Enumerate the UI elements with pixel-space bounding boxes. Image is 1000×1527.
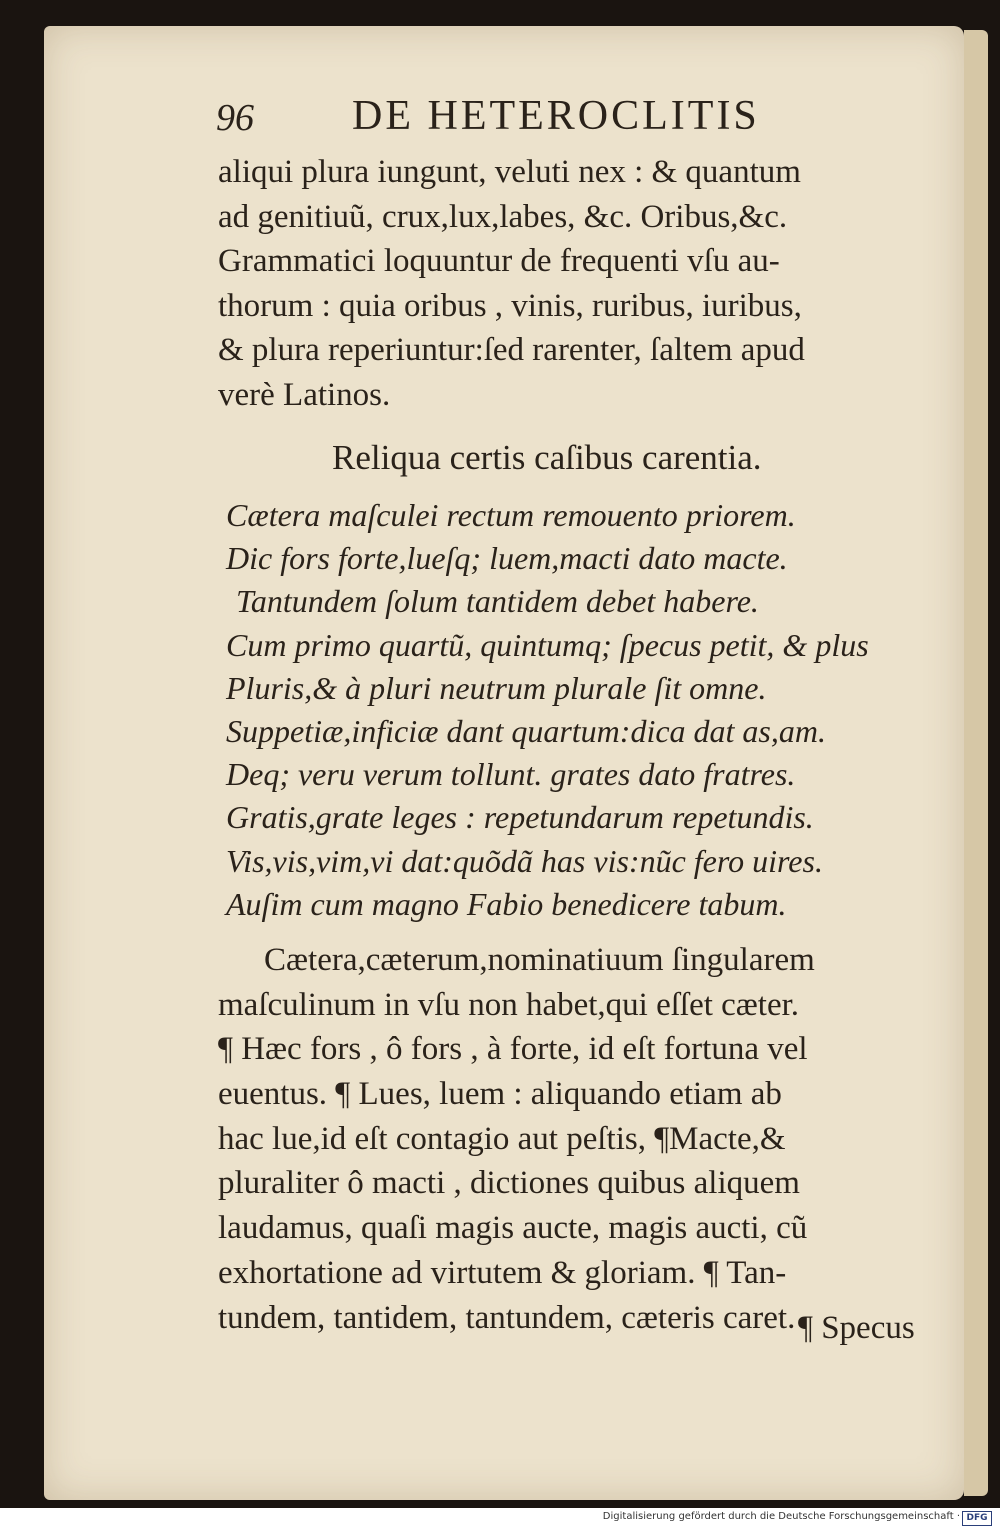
page-number: 96: [216, 97, 254, 139]
footer-bar: [0, 1508, 1000, 1527]
text-line: maſculinum in vſu non habet,qui eſſet cæter.: [218, 986, 800, 1023]
text-line: thorum : quia oribus , vinis, ruribus, iuribus,: [218, 287, 802, 324]
section-heading: Reliqua certis caſibus carentia.: [332, 438, 762, 477]
text-line: hac lue,id eſt contagio aut peſtis, ¶Macte,&: [218, 1120, 786, 1157]
verse-line: Vis,vis,vim,vi dat:quõdã has vis:nũc fero uires.: [226, 842, 823, 879]
text-line: euentus. ¶ Lues, luem : aliquando etiam ab: [218, 1076, 782, 1113]
text-line: ¶ Hæc fors , ô fors , à forte, id eſt fortuna vel: [218, 1031, 808, 1068]
verse-line: Dic fors forte,lueſq; luem,macti dato macte.: [226, 540, 788, 577]
text-line: tundem, tantidem, tantundem, cæteris caret.: [218, 1299, 796, 1336]
funding-note: Digitalisierung gefördert durch die Deutsche Forschungsgemeinschaft ·: [602, 1511, 960, 1522]
verse-line: Deq; veru verum tollunt. grates dato fratres.: [226, 756, 796, 793]
page-edge: [964, 30, 988, 1496]
text-line: & plura reperiuntur:ſed rarenter, ſaltem apud: [218, 332, 805, 368]
text-line: exhortatione ad virtutem & gloriam. ¶ Tan-: [218, 1254, 787, 1291]
text-line: laudamus, quaſi magis aucte, magis aucti, cũ: [218, 1210, 808, 1247]
text-line: Grammatici loquuntur de frequenti vſu au-: [218, 243, 780, 279]
verse-line: Suppetiæ,inficiæ dant quartum:dica dat as,am.: [226, 712, 826, 749]
verse-line: Tantundem ſolum tantidem debet habere.: [236, 583, 759, 620]
verse-line: Pluris,& à pluri neutrum plurale ſit omne.: [226, 669, 767, 706]
intro-paragraph: [218, 150, 948, 417]
verse-block: [226, 494, 956, 926]
text-line: verè Latinos.: [218, 376, 391, 413]
commentary-paragraph: [218, 938, 948, 1340]
verse-line: Cætera maſculei rectum remouento priorem.: [226, 497, 796, 533]
text-line: aliqui plura iungunt, veluti nex : & quantum: [218, 154, 801, 190]
catchword: ¶ Specus: [798, 1310, 915, 1346]
running-head: DE HETEROCLITIS: [352, 93, 760, 139]
text-line: pluraliter ô macti , dictiones quibus aliquem: [218, 1165, 800, 1202]
text-line: Cætera,cæterum,nominatiuum ſingularem: [264, 942, 815, 978]
verse-line: Auſim cum magno Fabio benedicere tabum.: [226, 885, 787, 922]
verse-line: Gratis,grate leges : repetundarum repetundis.: [226, 799, 814, 836]
dfg-logo: DFG: [962, 1511, 992, 1526]
text-line: ad genitiuũ, crux,lux,labes, &c. Oribus,&c.: [218, 198, 788, 235]
verse-line: Cum primo quartũ, quintumq; ſpecus petit, & plus: [226, 626, 869, 663]
page-header: [212, 92, 852, 148]
